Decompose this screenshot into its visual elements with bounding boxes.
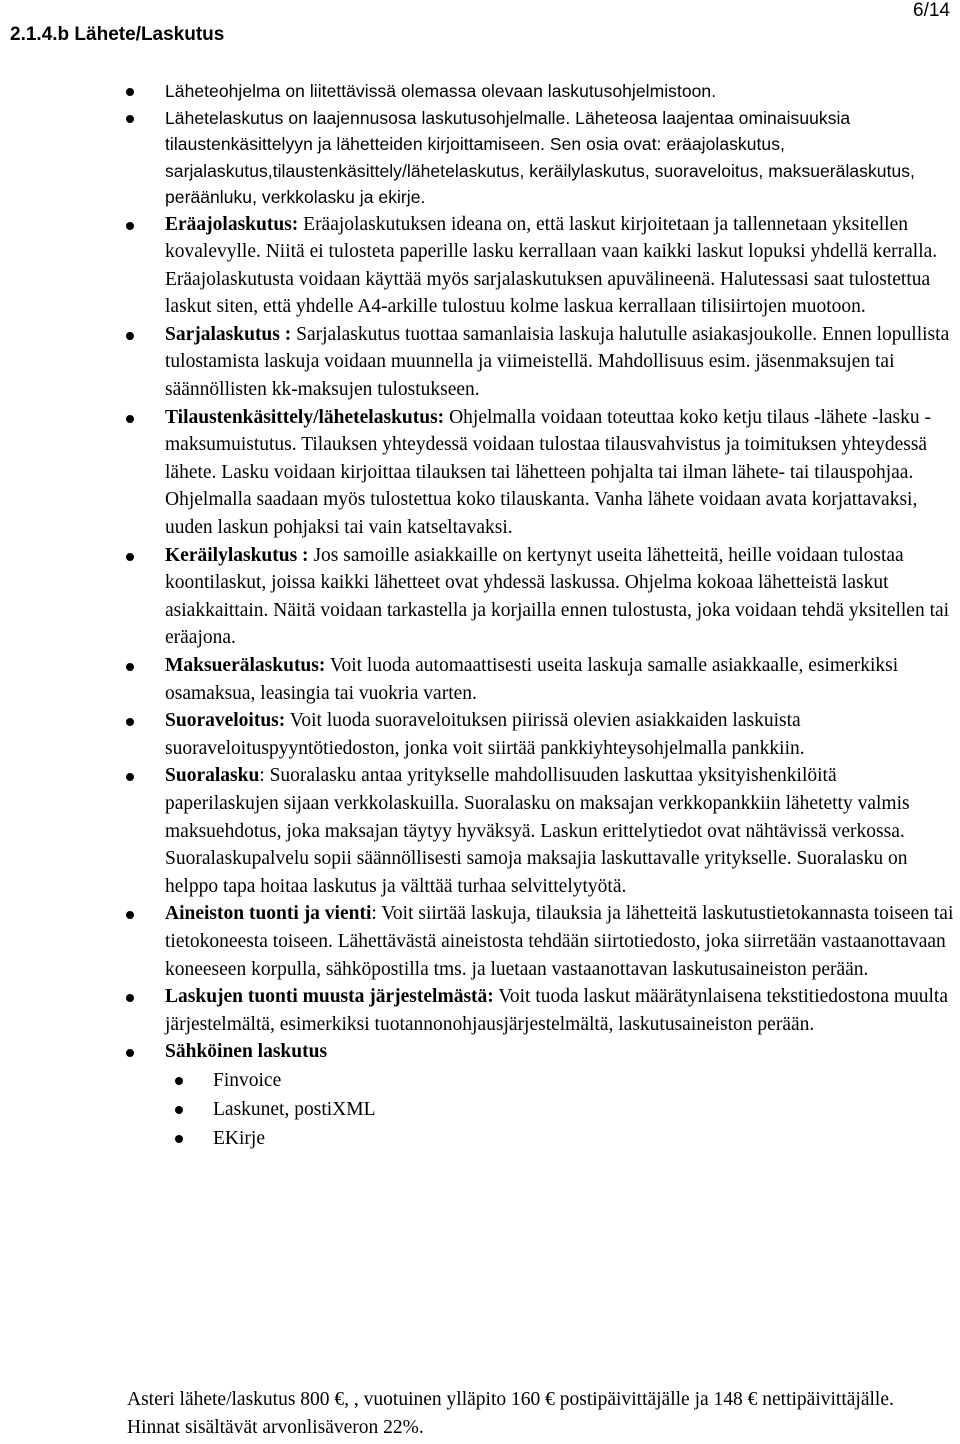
bullet-icon [126, 1049, 134, 1057]
item-text: Voit luoda suoraveloituksen piirissä olevien asiakkaiden laskuista suoraveloituspyyntötiedoston, jonka voit siirtää pankkiyhteysohjelmalla pankkiin. [165, 710, 805, 759]
item-text: Lähetelaskutus on laajennusosa laskutusohjelmalle. Läheteosa laajentaa ominaisuuksia tilaustenkäsittelyyn ja lähetteiden kirjoittamiseen. Sen osia ovat: eräajolaskutus, sarjalaskutus,tilaustenkäsittely/lähetelaskutus, keräilylaskutus, suoraveloitus, maksuerälaskutus, peräänluku, verkkolasku ja ekirje. [165, 107, 915, 207]
sub-list [213, 1066, 955, 1153]
bullet-icon [126, 994, 134, 1002]
bullet-icon [126, 415, 134, 423]
sub-item-text: EKirje [213, 1127, 265, 1149]
page-number: 6/14 [913, 0, 950, 21]
item-text: : Voit siirtää laskuja, tilauksia ja lähetteitä laskutustietokannasta toiseen tai tietokoneesta toiseen. Lähettävästä aineistosta tehdään siirtotiedosto, joka siirretään vastaanottavaan koneeseen korpulla, sähköpostilla tms. ja luetaan vastaanottavan laskutusaineiston perään. [165, 903, 954, 980]
list-item [165, 762, 955, 900]
list-item [165, 321, 955, 404]
item-title: Suoraveloitus: [165, 710, 286, 732]
list-item [165, 983, 955, 1038]
bullet-icon [175, 1106, 183, 1114]
item-text: Eräajolaskutuksen ideana on, että laskut kirjoitetaan ja tallennetaan yksitellen kovalevylle. Niitä ei tulosteta paperille lasku kerrallaan vaan kaikki laskut lopuksi yhdellä kerralla. Eräajolaskutusta voidaan käyttää myös sarjalaskutuksen apuvälineenä. Halutessasi saat tulostettua laskut siten, että yhdelle A4-arkille tulostuu kolme laskua kerrallaan tilisiirtojen muotoon. [165, 213, 938, 318]
bullet-icon [126, 663, 134, 671]
list-item [165, 404, 955, 542]
bullet-icon [126, 222, 134, 230]
feature-list [165, 78, 955, 1153]
bullet-icon [126, 88, 134, 96]
sub-list-item [213, 1066, 955, 1095]
item-title: Keräilylaskutus : [165, 544, 309, 566]
bullet-icon [126, 718, 134, 726]
sub-list-item [213, 1124, 955, 1153]
price-note: Asteri lähete/laskutus 800 €, , vuotuinen ylläpito 160 € postipäivittäjälle ja 148 € nettipäivittäjälle. Hinnat sisältävät arvonlisäveron 22%. [127, 1389, 894, 1438]
item-text: Ohjelmalla voidaan toteuttaa koko ketju tilaus -lähete -lasku -maksumuistutus. Tilauksen yhteydessä voidaan tulostaa tilausvahvistus ja toimituksen yhteydessä lähete. Lasku voidaan kirjoittaa tilauksen tai lähetteen pohjalta tai ilman lähete- tai tilauspohjaa. Ohjelmalla saadaan myös tulostettua koko tilauskanta. Vanha lähete voidaan avata korjattavaksi, uuden laskun pohjaksi tai vain katseltavaksi. [165, 406, 931, 539]
item-text: Jos samoille asiakkaille on kertynyt useita lähetteitä, heille voidaan tulostaa koontilaskut, joissa kaikki lähetteet ovat yhdessä laskussa. Ohjelma kokoaa lähetteistä laskut asiakkaittain. Näitä voidaan tarkastella ja korjailla ennen tulostusta, joka voidaan tehdä yksitellen tai eräajona. [165, 544, 950, 649]
bullet-icon [175, 1135, 183, 1143]
item-title: Eräajolaskutus: [165, 213, 299, 235]
list-item [165, 707, 955, 762]
section-heading: 2.1.4.b Lähete/Laskutus [10, 24, 225, 45]
bullet-icon [126, 773, 134, 781]
item-text: Sarjalaskutus tuottaa samanlaisia laskuja halutulle asiakasjoukolle. Ennen lopullista tulostamista laskuja voidaan muunnella ja viimeistellä. Mahdollisuus esim. jäsenmaksujen tai säännöllisten kk-maksujen tulostukseen. [165, 323, 950, 401]
bullet-icon [175, 1077, 183, 1085]
list-item [165, 900, 955, 983]
item-title: Sähköinen laskutus [165, 1041, 328, 1063]
item-title: Sarjalaskutus : [165, 323, 292, 345]
bullet-icon [126, 553, 134, 561]
sub-list-item [213, 1095, 955, 1124]
item-text: Voit luoda automaattisesti useita laskuja samalle asiakkaalle, esimerkiksi osamaksua, leasingia tai vuokria varten. [165, 655, 899, 704]
sub-item-text: Laskunet, postiXML [213, 1098, 376, 1120]
bullet-icon [126, 332, 134, 340]
bullet-icon [126, 115, 134, 123]
list-item [165, 1038, 955, 1153]
item-text: : Suoralasku antaa yritykselle mahdollisuuden laskuttaa yksityishenkilöitä paperilaskujen sijaan verkkolaskuilla. Suoralasku on maksajan verkkopankkiin lähetetty valmis maksuehdotus, joka maksajan täytyy hyväksyä. Laskun erittelytiedot ovat nähtävissä verkossa. Suoralaskupalvelu sopii säännöllisesti samoja maksajia laskuttavalle yritykselle. Suoralasku on helppo tapa hoitaa laskutus ja välttää turhaa selvittelytyötä. [165, 765, 910, 897]
item-title: Laskujen tuonti muusta järjestelmästä: [165, 986, 494, 1008]
sub-item-text: Finvoice [213, 1069, 282, 1091]
item-title: Suoralasku [165, 765, 260, 787]
bullet-icon [126, 911, 134, 919]
item-text: Läheteohjelma on liitettävissä olemassa olevaan laskutusohjelmistoon. [165, 81, 717, 101]
list-item [165, 652, 955, 707]
item-title: Tilaustenkäsittely/lähetelaskutus: [165, 406, 445, 428]
list-item [165, 211, 955, 321]
item-title: Maksuerälaskutus: [165, 655, 326, 676]
list-item [165, 542, 955, 652]
item-title: Aineiston tuonti ja vienti [165, 903, 372, 925]
list-item [165, 78, 955, 105]
item-text: Voit tuoda laskut määrätynlaisena tekstitiedostona muulta järjestelmältä, esimerkiksi tuotannonohjausjärjestelmältä, laskutusaineiston perään. [165, 986, 948, 1035]
list-item [165, 105, 955, 211]
